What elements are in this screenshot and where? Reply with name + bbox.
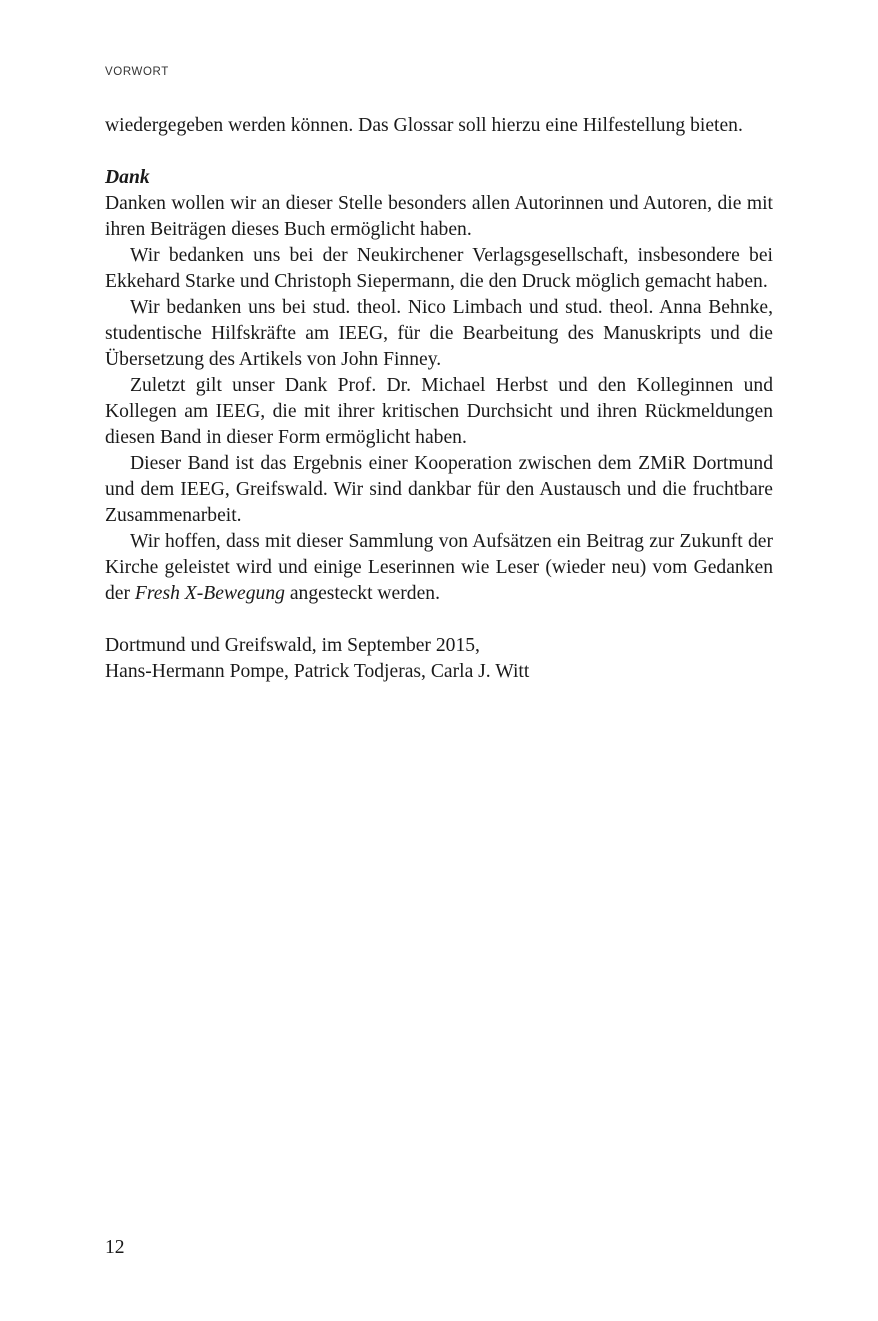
signoff-authors: Hans-Hermann Pompe, Patrick Todjeras, Carla J. Witt (105, 661, 530, 682)
paragraph-thanks-authors: Danken wollen wir an dieser Stelle besonders allen Autorinnen und Autoren, die mit ihren Beiträgen dieses Buch ermöglicht haben. (105, 193, 773, 240)
page-number: 12 (105, 1237, 125, 1258)
section-heading: Dank (105, 167, 150, 188)
paragraph-thanks-publisher: Wir bedanken uns bei der Neukirchener Verlagsgesellschaft, insbesondere bei Ekkehard Starke und Christoph Siepermann, die den Druck möglich gemacht haben. (105, 245, 773, 292)
intro-paragraph: wiedergegeben werden können. Das Glossar soll hierzu eine Hilfestellung bieten. (105, 115, 743, 136)
paragraph-hope (105, 529, 773, 607)
signoff-place-date: Dortmund und Greifswald, im September 2015, (105, 635, 480, 656)
paragraph-hope-after: angesteckt werden. (284, 583, 440, 604)
paragraph-thanks-assistants: Wir bedanken uns bei stud. theol. Nico Limbach und stud. theol. Anna Behnke, studentische Hilfskräfte am IEEG, für die Bearbeitung des Manuskripts und die Übersetzung des Artikels von John Finney. (105, 297, 773, 370)
body-text (105, 113, 773, 685)
paragraph-cooperation: Dieser Band ist das Ergebnis einer Kooperation zwischen dem ZMiR Dortmund und dem IEEG, Greifswald. Wir sind dankbar für den Austausch und die fruchtbare Zusammenarbeit. (105, 453, 773, 526)
signoff (105, 633, 773, 685)
paragraph-hope-before: Wir hoffen, dass mit dieser Sammlung von Aufsätzen ein Beitrag zur Zukunft der Kirche geleistet wird und einige Leserinnen wie Leser (wieder neu) vom Gedanken der (105, 531, 773, 604)
running-head: VORWORT (105, 66, 169, 78)
paragraph-thanks-colleagues: Zuletzt gilt unser Dank Prof. Dr. Michael Herbst und den Kolleginnen und Kollegen am IEEG, die mit ihrer kritischen Durchsicht und ihren Rückmeldungen diesen Band in dieser Form ermöglicht haben. (105, 375, 773, 448)
fresh-x-emphasis: Fresh X-Bewegung (134, 583, 285, 604)
